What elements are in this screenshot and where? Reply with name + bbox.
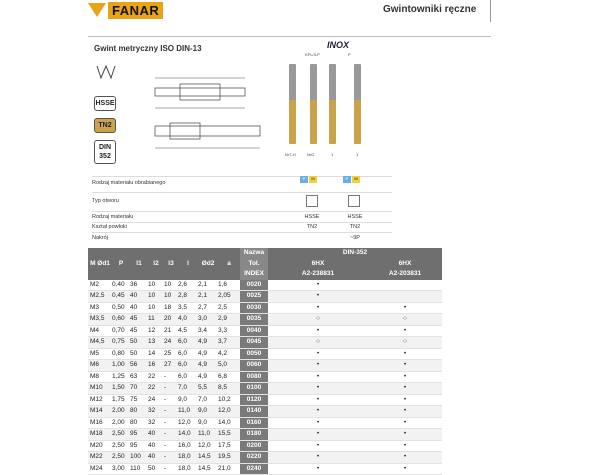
tap-image-1 [289, 64, 296, 144]
table-cell: 0,75 [112, 337, 130, 349]
brand-name: FANAR [108, 2, 163, 19]
page-title: Gwintowniki ręczne [383, 4, 477, 15]
logo-triangle-icon [88, 3, 106, 17]
index-label: INDEX [240, 269, 268, 280]
thread-size-cell: M16 [88, 417, 112, 429]
spec-value-col2: TN2 [349, 224, 361, 230]
table-cell: 95 [130, 429, 148, 441]
spec-divider [92, 192, 392, 193]
table-cell: 1,50 [112, 383, 130, 395]
table-cell: 3,5 [178, 302, 198, 314]
table-cell: 10 [148, 302, 164, 314]
thread-size-cell: M5 [88, 348, 112, 360]
index-cell: 0160 [240, 417, 268, 429]
tap-image-2 [310, 64, 317, 144]
availability-cell: • [368, 440, 442, 452]
page-header [0, 0, 600, 22]
table-cell: 2,8 [178, 291, 198, 303]
index-cell: 0060 [240, 360, 268, 372]
header-row-name [88, 248, 442, 259]
spec-value-col2: HSSE [347, 214, 363, 220]
table-cell: 12,0 [198, 440, 218, 452]
index-cell: 0035 [240, 314, 268, 326]
availability-cell: • [268, 406, 368, 418]
spec-divider [92, 211, 392, 212]
table-cell: 21 [164, 325, 178, 337]
availability-cell: • [368, 406, 442, 418]
tap-label-4: 1 [356, 152, 359, 157]
table-cell: 3,3 [218, 325, 240, 337]
table-cell: 40 [148, 429, 164, 441]
brand-logo [88, 1, 163, 19]
col-header: M Ød1 [88, 248, 112, 280]
table-cell: 1,6 [218, 280, 240, 291]
thread-size-cell: M4 [88, 325, 112, 337]
tap-label-2: NrG [307, 152, 315, 157]
table-cell: 17,5 [218, 440, 240, 452]
table-cell: 11 [148, 314, 164, 326]
table-cell: - [164, 463, 178, 475]
table-cell: 0,40 [112, 280, 130, 291]
tol-label: Tol. [240, 259, 268, 270]
col-header: l1 [130, 248, 148, 280]
index-cell: 0200 [240, 440, 268, 452]
table-cell: 18 [164, 302, 178, 314]
table-cell: 2,00 [112, 417, 130, 429]
table-cell: 18,0 [178, 452, 198, 464]
spec-label: Typ otworu [92, 198, 119, 204]
availability-cell: • [268, 429, 368, 441]
table-cell: 12 [148, 325, 164, 337]
availability-cell: ○ [268, 314, 368, 326]
table-row [88, 452, 442, 464]
column-label-p: P [348, 52, 351, 57]
availability-cell: • [268, 348, 368, 360]
table-cell: 4,9 [198, 348, 218, 360]
table-cell: 0,70 [112, 325, 130, 337]
spec-label: Rodzaj materiału obrabianego [92, 180, 166, 186]
index-cell: 0240 [240, 463, 268, 475]
availability-cell: ○ [368, 337, 442, 349]
availability-cell: • [368, 360, 442, 372]
table-cell: - [164, 394, 178, 406]
column-label-kpl: KPL/3-P [305, 52, 320, 57]
table-row [88, 383, 442, 395]
thread-size-cell: M12 [88, 394, 112, 406]
thread-size-cell: M4,5 [88, 337, 112, 349]
table-row [88, 463, 442, 475]
table-cell: 56 [130, 360, 148, 372]
tap-label-1: NrT-H [285, 152, 296, 157]
table-cell: 45 [130, 314, 148, 326]
table-cell: 40 [148, 440, 164, 452]
table-cell: 80 [130, 406, 148, 418]
table-cell: 2,1 [198, 291, 218, 303]
table-cell: 40 [130, 302, 148, 314]
spec-label: Kształ powłoki [92, 224, 127, 230]
spec-divider [92, 232, 392, 233]
table-cell: 1,75 [112, 394, 130, 406]
table-cell: 2,9 [218, 314, 240, 326]
table-cell: 36 [130, 280, 148, 291]
table-row [88, 337, 442, 349]
table-cell: 2,00 [112, 406, 130, 418]
thread-size-cell: M3,5 [88, 314, 112, 326]
table-cell: 21,0 [218, 463, 240, 475]
table-cell: - [164, 417, 178, 429]
table-cell: 6,8 [218, 371, 240, 383]
spec-label: Rodzaj materiału [92, 214, 134, 220]
availability-cell: ○ [368, 314, 442, 326]
product-subtitle: Gwint metryczny ISO DIN-13 [94, 44, 202, 53]
table-row [88, 291, 442, 303]
table-cell: 10 [164, 280, 178, 291]
table-row [88, 440, 442, 452]
table-cell: 50 [148, 463, 164, 475]
table-cell: 0,60 [112, 314, 130, 326]
table-cell: 3,00 [112, 463, 130, 475]
index-cell: 0025 [240, 291, 268, 303]
availability-cell: • [368, 348, 442, 360]
table-cell: 12,0 [218, 406, 240, 418]
col-header: l3 [164, 248, 178, 280]
thread-size-cell: M24 [88, 463, 112, 475]
tap-dimension-drawing [150, 68, 270, 168]
table-row [88, 429, 442, 441]
availability-cell [368, 291, 442, 303]
table-cell: 12,0 [178, 417, 198, 429]
table-cell: 18,0 [178, 463, 198, 475]
table-cell: 8,5 [218, 383, 240, 395]
table-cell: 75 [130, 394, 148, 406]
table-row [88, 325, 442, 337]
availability-cell: • [268, 360, 368, 372]
table-row [88, 314, 442, 326]
thread-size-cell: M14 [88, 406, 112, 418]
table-cell: 7,0 [178, 383, 198, 395]
thread-size-cell: M3 [88, 302, 112, 314]
table-row [88, 302, 442, 314]
index-cell: 0220 [240, 452, 268, 464]
table-cell: 50 [130, 337, 148, 349]
index-value-1: A2-238831 [268, 269, 368, 280]
table-cell: 95 [130, 440, 148, 452]
table-cell: 3,0 [198, 314, 218, 326]
table-cell: 40 [148, 452, 164, 464]
table-cell: 0,50 [112, 302, 130, 314]
table-cell: 14,5 [198, 452, 218, 464]
col-header: a [218, 248, 240, 280]
badge-din352: DIN 352 [94, 140, 116, 164]
index-cell: 0120 [240, 394, 268, 406]
col-header: l [178, 248, 198, 280]
table-row [88, 360, 442, 372]
table-cell: 4,9 [198, 371, 218, 383]
spec-label: Nakrój [92, 235, 108, 241]
col-header: Ød2 [198, 248, 218, 280]
table-cell: 4,5 [178, 325, 198, 337]
index-cell: 0040 [240, 325, 268, 337]
table-cell: 2,50 [112, 452, 130, 464]
table-cell: 25 [164, 348, 178, 360]
table-cell: 45 [130, 325, 148, 337]
index-value-2: A2-203831 [368, 269, 442, 280]
col-header: P [112, 248, 130, 280]
table-cell: 16 [148, 360, 164, 372]
table-cell: 2,7 [198, 302, 218, 314]
table-cell: 4,9 [198, 360, 218, 372]
table-cell: 100 [130, 452, 148, 464]
availability-cell: • [368, 417, 442, 429]
table-cell: 2,6 [178, 280, 198, 291]
table-row [88, 417, 442, 429]
index-cell: 0050 [240, 348, 268, 360]
table-cell: - [164, 440, 178, 452]
table-cell: 10 [164, 291, 178, 303]
material-icons-2: P M [343, 176, 360, 183]
table-cell: - [164, 406, 178, 418]
table-row [88, 280, 442, 291]
table-cell: 14,0 [218, 417, 240, 429]
table-cell: 5,5 [198, 383, 218, 395]
hole-type-icon [348, 195, 360, 207]
table-row [88, 348, 442, 360]
availability-cell: • [368, 371, 442, 383]
badge-tn2: TN2 [94, 118, 116, 133]
table-cell: - [164, 371, 178, 383]
spec-value-col1: HSSE [304, 214, 320, 220]
index-cell: 0020 [240, 280, 268, 291]
tap-image-4 [354, 64, 361, 144]
availability-cell: • [268, 280, 368, 291]
table-cell: 6,0 [178, 371, 198, 383]
table-cell: 9,0 [198, 417, 218, 429]
table-cell: 2,50 [112, 440, 130, 452]
table-cell: 70 [130, 383, 148, 395]
table-cell: 9,0 [198, 406, 218, 418]
table-cell: 3,7 [218, 337, 240, 349]
table-cell: 14,0 [178, 429, 198, 441]
table-cell: 63 [130, 371, 148, 383]
thread-profile-icon [95, 62, 117, 82]
table-cell: 11,0 [178, 406, 198, 418]
availability-cell: • [368, 302, 442, 314]
table-cell: 2,1 [198, 280, 218, 291]
thread-size-cell: M18 [88, 429, 112, 441]
table-cell: - [164, 452, 178, 464]
table-cell: 110 [130, 463, 148, 475]
tol-value-2: 6HX [368, 259, 442, 270]
table-cell: - [164, 383, 178, 395]
table-cell: 32 [148, 417, 164, 429]
table-cell: 10 [148, 291, 164, 303]
tap-label-3: 1 [331, 152, 334, 157]
index-cell: 0140 [240, 406, 268, 418]
index-cell: 0080 [240, 371, 268, 383]
badge-hsse: HSSE [94, 96, 116, 111]
table-cell: - [164, 429, 178, 441]
product-table [88, 248, 442, 475]
index-cell: 0045 [240, 337, 268, 349]
table-cell: 11,0 [198, 429, 218, 441]
availability-cell: • [268, 394, 368, 406]
table-cell: 40 [130, 291, 148, 303]
availability-cell: • [268, 371, 368, 383]
name-label: Nazwa [240, 248, 268, 259]
table-row [88, 371, 442, 383]
table-cell: 24 [148, 394, 164, 406]
table-cell: 5,0 [218, 360, 240, 372]
table-cell: 4,9 [198, 337, 218, 349]
availability-cell: • [268, 463, 368, 475]
table-cell: 14 [148, 348, 164, 360]
table-cell: 9,0 [178, 394, 198, 406]
availability-cell: • [368, 429, 442, 441]
availability-cell: ○ [268, 337, 368, 349]
availability-cell: • [368, 383, 442, 395]
table-cell: 50 [130, 348, 148, 360]
availability-cell: • [268, 325, 368, 337]
table-cell: 2,5 [218, 302, 240, 314]
availability-cell: • [268, 417, 368, 429]
table-cell: 27 [164, 360, 178, 372]
thread-size-cell: M8 [88, 371, 112, 383]
table-cell: 24 [164, 337, 178, 349]
thread-size-cell: M6 [88, 360, 112, 372]
index-cell: 0100 [240, 383, 268, 395]
availability-cell: • [268, 383, 368, 395]
table-cell: 20 [164, 314, 178, 326]
table-cell: 6,0 [178, 360, 198, 372]
name-value: DIN-352 [268, 248, 442, 259]
thread-size-cell: M2,5 [88, 291, 112, 303]
table-cell: 32 [148, 406, 164, 418]
spec-divider [92, 222, 392, 223]
table-cell: 1,25 [112, 371, 130, 383]
table-cell: 0,80 [112, 348, 130, 360]
table-cell: 1,00 [112, 360, 130, 372]
availability-cell: • [268, 440, 368, 452]
thread-size-cell: M22 [88, 452, 112, 464]
table-cell: 10 [148, 280, 164, 291]
header-divider [490, 0, 491, 22]
table-row [88, 394, 442, 406]
table-cell: 10,2 [218, 394, 240, 406]
availability-cell: • [368, 452, 442, 464]
table-cell: 13 [148, 337, 164, 349]
availability-cell: • [368, 463, 442, 475]
table-cell: 15,5 [218, 429, 240, 441]
table-cell: 4,0 [178, 314, 198, 326]
availability-cell: • [268, 452, 368, 464]
table-cell: 22 [148, 383, 164, 395]
table-cell: 0,45 [112, 291, 130, 303]
table-cell: 3,4 [198, 325, 218, 337]
table-cell: 4,2 [218, 348, 240, 360]
col-header: l2 [148, 248, 164, 280]
spec-value-col2: ~9P [350, 235, 360, 241]
inox-label: INOX [327, 40, 350, 50]
table-cell: 2,05 [218, 291, 240, 303]
thread-size-cell: M2 [88, 280, 112, 291]
table-cell: 7,0 [198, 394, 218, 406]
table-cell: 6,0 [178, 348, 198, 360]
material-icons-1: P M [300, 176, 317, 183]
thread-size-cell: M10 [88, 383, 112, 395]
table-cell: 19,5 [218, 452, 240, 464]
table-cell: 6,0 [178, 337, 198, 349]
index-cell: 0180 [240, 429, 268, 441]
spec-value-col1: TN2 [306, 224, 318, 230]
availability-cell: • [368, 394, 442, 406]
tol-value-1: 6HX [268, 259, 368, 270]
table-cell: 2,50 [112, 429, 130, 441]
availability-cell: • [368, 325, 442, 337]
availability-cell [368, 280, 442, 291]
hole-type-icon [306, 195, 318, 207]
table-cell: 14,5 [198, 463, 218, 475]
index-cell: 0030 [240, 302, 268, 314]
table-row [88, 406, 442, 418]
table-cell: 80 [130, 417, 148, 429]
table-cell: 22 [148, 371, 164, 383]
table-cell: 16,0 [178, 440, 198, 452]
availability-cell: • [268, 291, 368, 303]
thread-size-cell: M20 [88, 440, 112, 452]
tap-image-3 [329, 64, 336, 144]
availability-cell: • [268, 302, 368, 314]
